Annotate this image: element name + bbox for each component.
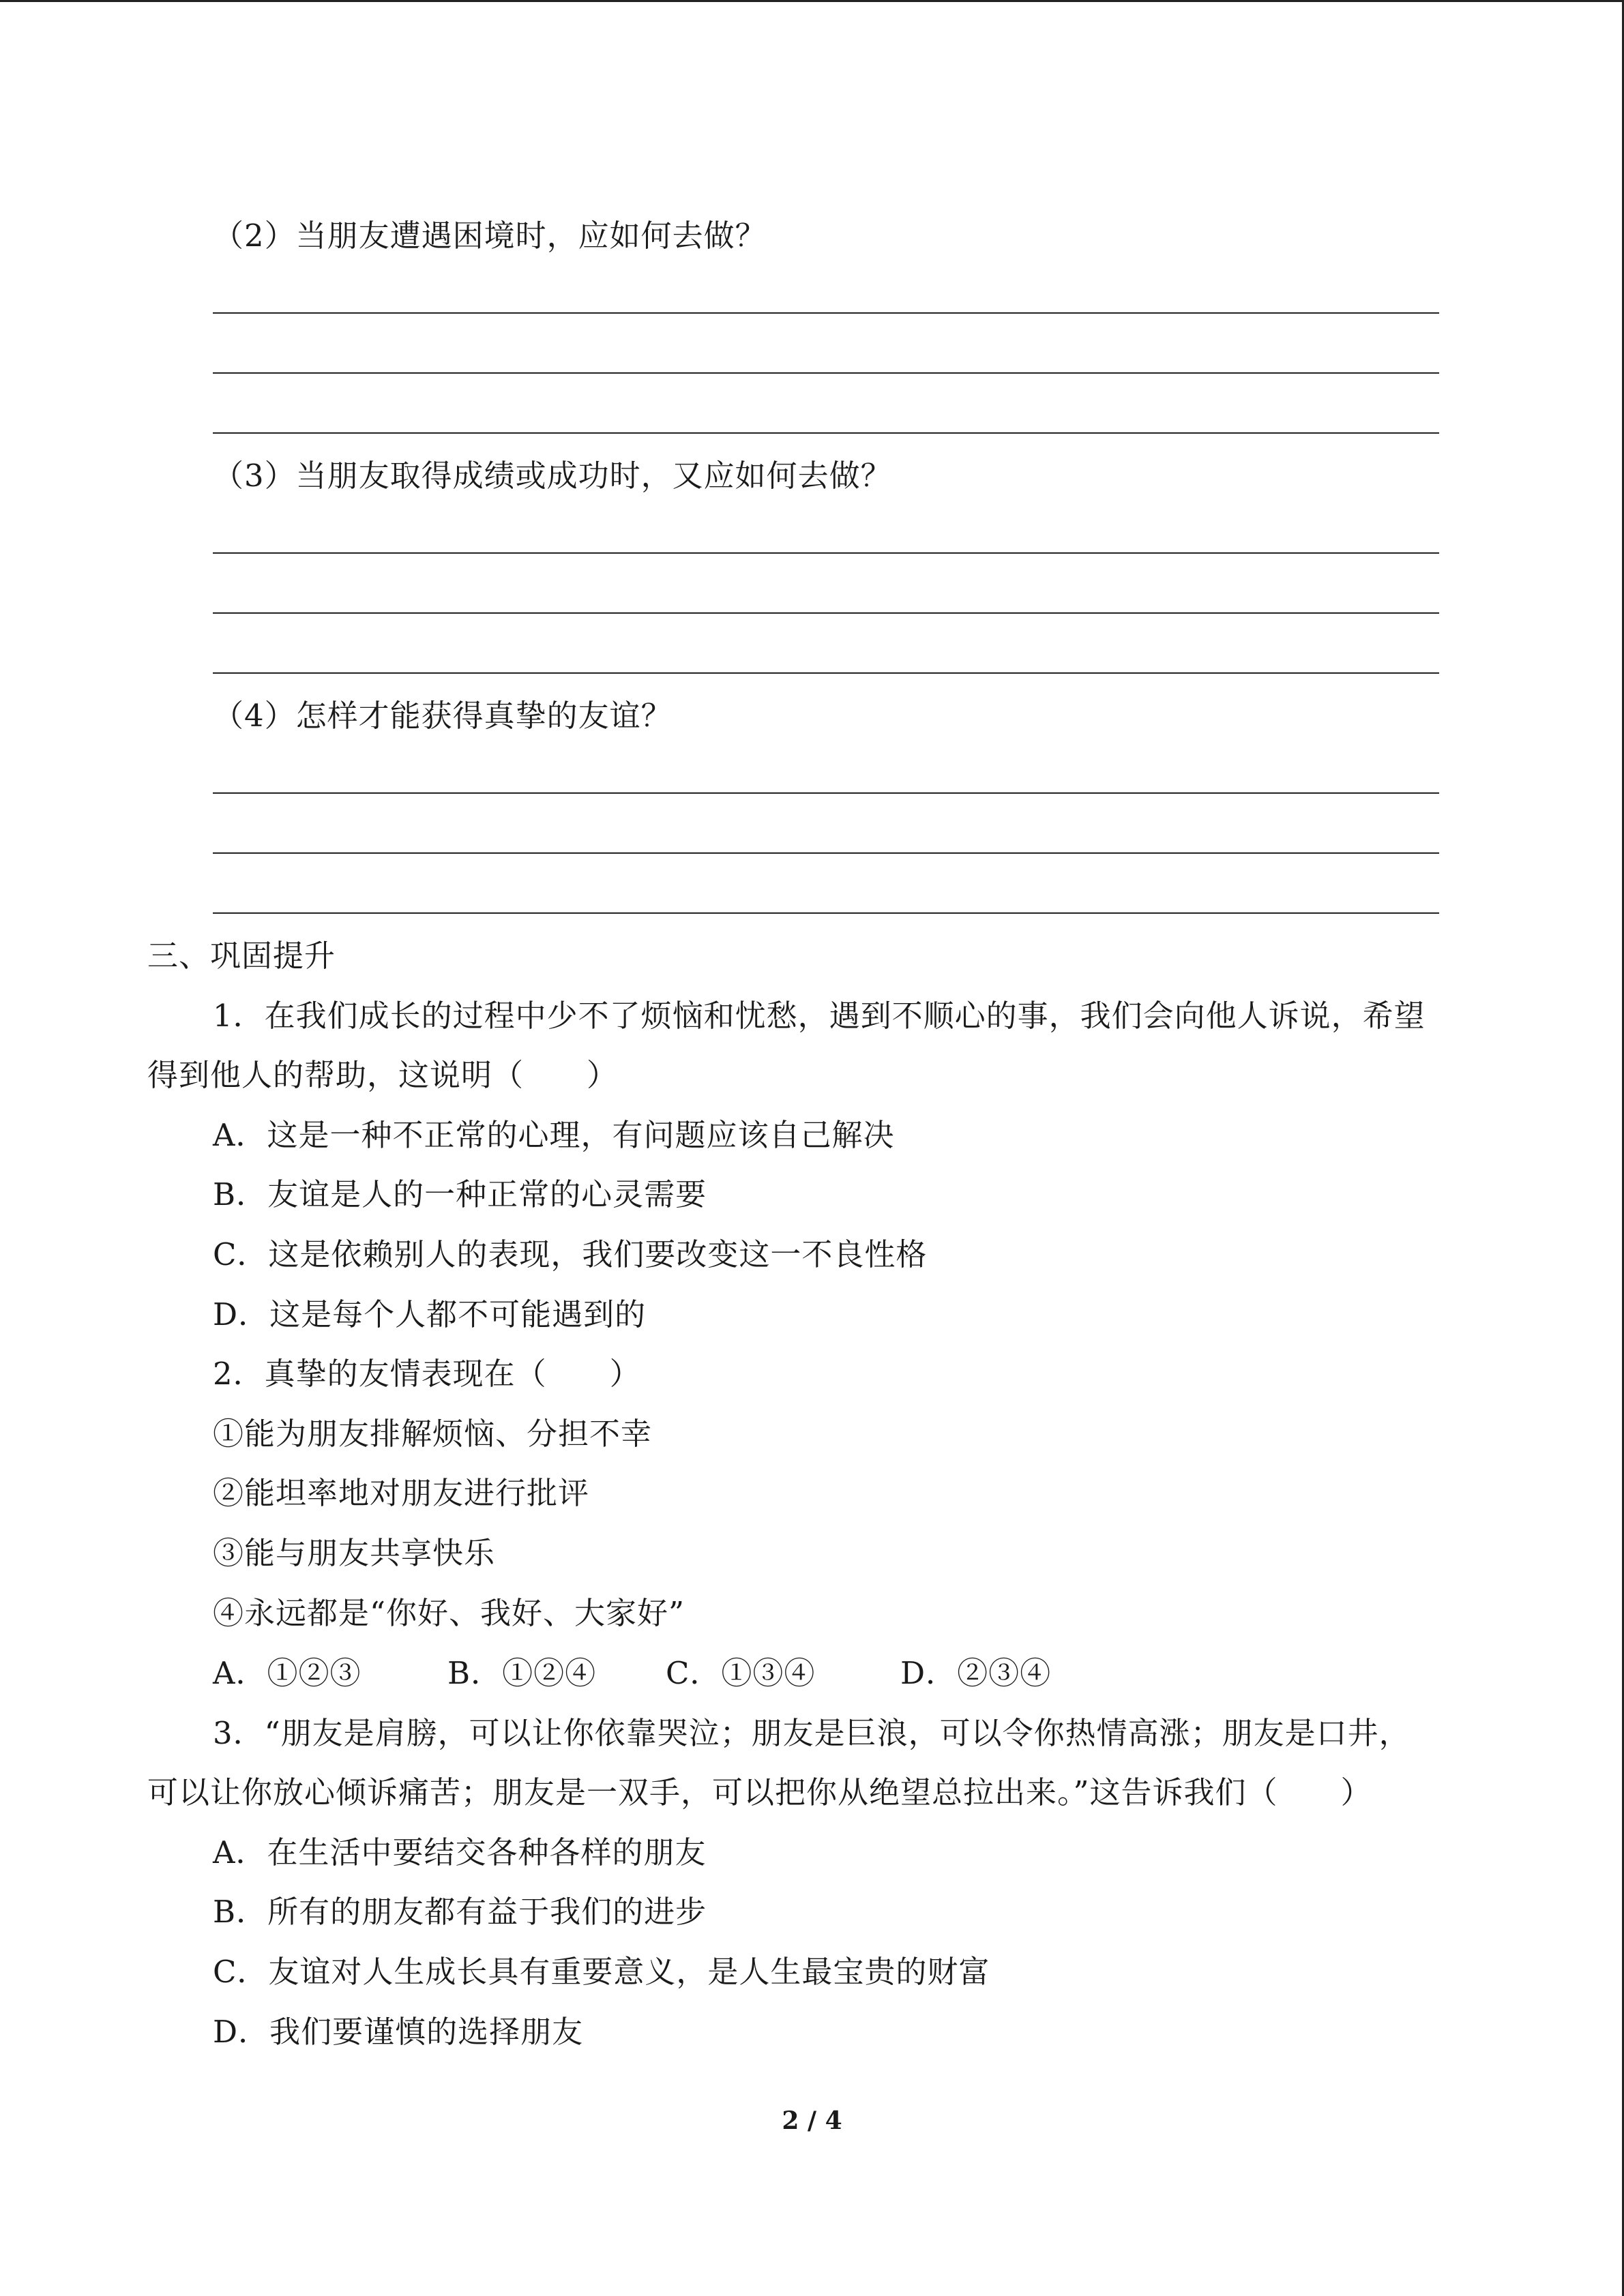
answer-line [213,612,1439,614]
item2-option-a: A．①②③ [213,1655,361,1691]
page-number: 2 / 4 [782,2106,842,2135]
item1-option-c: C．这是依赖别人的表现，我们要改变这一不良性格 [213,1236,928,1272]
item1-option-b: B．友谊是人的一种正常的心灵需要 [213,1176,707,1212]
answer-line [213,372,1439,374]
question-2: （2）当朋友遭遇困境时，应如何去做？ [213,218,767,254]
item3-stem-line2: 可以让你放心倾诉痛苦；朋友是一双手，可以把你从绝望总拉出来。”这告诉我们（ ） [147,1774,1372,1810]
answer-line [213,792,1439,794]
item2-option-d: D．②③④ [900,1655,1052,1691]
question-3: （3）当朋友取得成绩或成功时，又应如何去做？ [213,458,892,494]
answer-line [213,912,1439,914]
item2-option-c: C．①③④ [666,1655,816,1691]
answer-line [213,672,1439,674]
question-4: （4）怎样才能获得真挚的友谊？ [213,698,673,734]
item1-option-a: A．这是一种不正常的心理，有问题应该自己解决 [213,1117,895,1153]
answer-line [213,432,1439,434]
item3-stem-line1: 3．“朋友是肩膀，可以让你依靠哭泣；朋友是巨浪，可以令你热情高涨；朋友是口井， [213,1715,1411,1751]
item2-statement-3: ③能与朋友共享快乐 [213,1535,496,1571]
item2-option-b: B．①②④ [447,1655,597,1691]
item1-option-d: D．这是每个人都不可能遇到的 [213,1296,647,1332]
item2-statement-2: ②能坦率地对朋友进行批评 [213,1475,590,1511]
answer-line [213,852,1439,854]
item1-stem-line2: 得到他人的帮助，这说明（ ） [147,1057,619,1093]
item3-option-a: A．在生活中要结交各种各样的朋友 [213,1834,707,1870]
item2-statement-1: ①能为朋友排解烦恼、分担不幸 [213,1416,653,1452]
answer-line [213,312,1439,314]
item2-stem: 2．真挚的友情表现在（ ） [213,1356,641,1392]
item3-option-b: B．所有的朋友都有益于我们的进步 [213,1894,707,1930]
item1-stem-line1: 1．在我们成长的过程中少不了烦恼和忧愁，遇到不顺心的事，我们会向他人诉说，希望 [213,998,1426,1034]
page-border-top [0,0,1624,2]
section-heading: 三、巩固提升 [147,938,336,974]
item2-statement-4: ④永远都是“你好、我好、大家好” [213,1595,685,1631]
item3-option-d: D．我们要谨慎的选择朋友 [213,2014,584,2050]
item3-option-c: C．友谊对人生成长具有重要意义，是人生最宝贵的财富 [213,1954,990,1990]
answer-line [213,552,1439,554]
